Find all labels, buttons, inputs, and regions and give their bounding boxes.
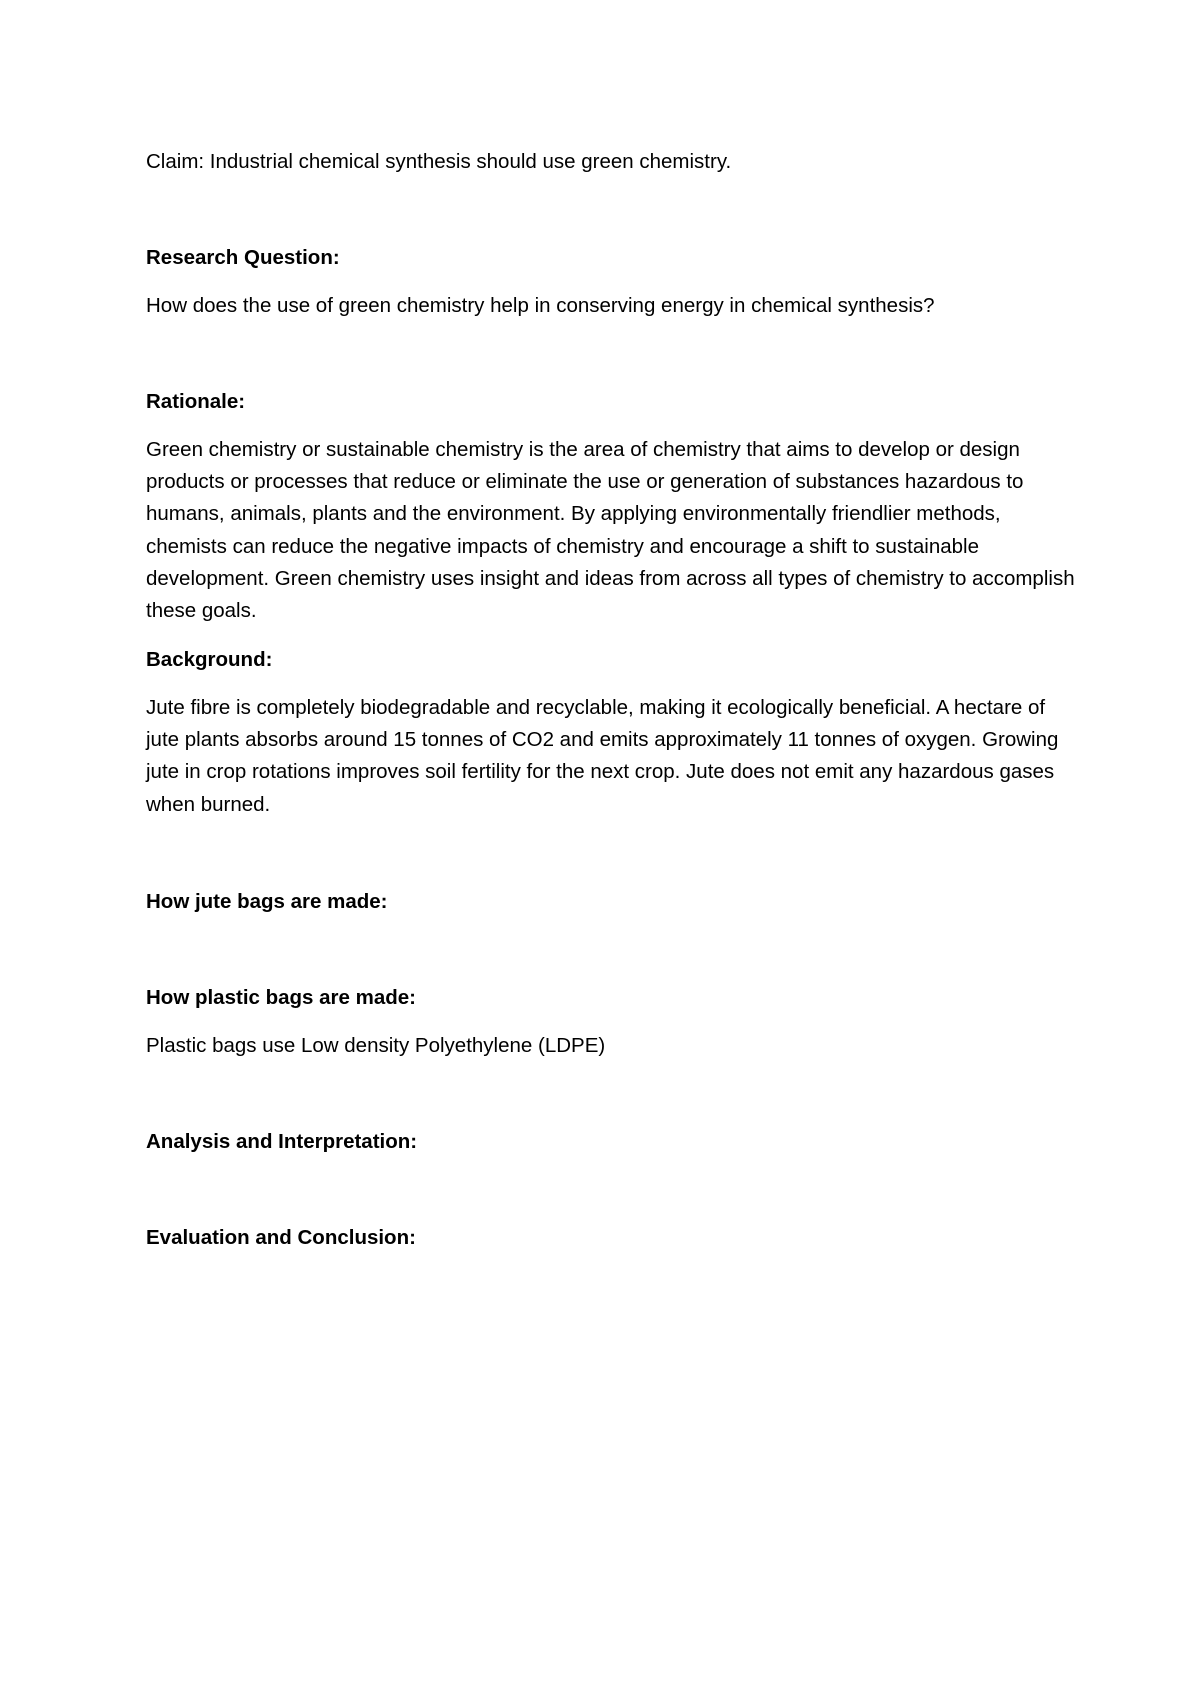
- background-text: Jute fibre is completely biodegradable and recyclable, making it ecologically beneficial. A hectare of jute plants absorbs around 15 tonnes of CO2 and emits approximately 11 tonnes of oxygen. Growing jute in crop rotations improves soil fertility for the next crop. Jute does not emit any hazardous gases when burned.: [146, 696, 1059, 816]
- rationale-text: Green chemistry or sustainable chemistry is the area of chemistry that aims to develop or design products or processes that reduce or eliminate the use or generation of substances hazardous to humans, animals, plants and the environment. By applying environmentally friendlier methods, chemists can reduce the negative impacts of chemistry and encourage a shift to sustainable development. Green chemistry uses insight and ideas from across all types of chemistry to accomplish these goals.: [146, 438, 1075, 623]
- rationale-heading: Rationale:: [146, 390, 246, 413]
- plastic-bags-text: Plastic bags use Low density Polyethylene (LDPE): [146, 1034, 606, 1057]
- research-question-heading: Research Question:: [146, 246, 340, 269]
- background-heading: Background:: [146, 648, 273, 671]
- research-question-text: How does the use of green chemistry help in conserving energy in chemical synthesis?: [146, 294, 935, 317]
- evaluation-heading: Evaluation and Conclusion:: [146, 1226, 416, 1249]
- analysis-heading: Analysis and Interpretation:: [146, 1130, 418, 1153]
- claim-text: Claim: Industrial chemical synthesis should use green chemistry.: [146, 150, 732, 173]
- jute-bags-heading: How jute bags are made:: [146, 890, 388, 913]
- plastic-bags-heading: How plastic bags are made:: [146, 986, 417, 1009]
